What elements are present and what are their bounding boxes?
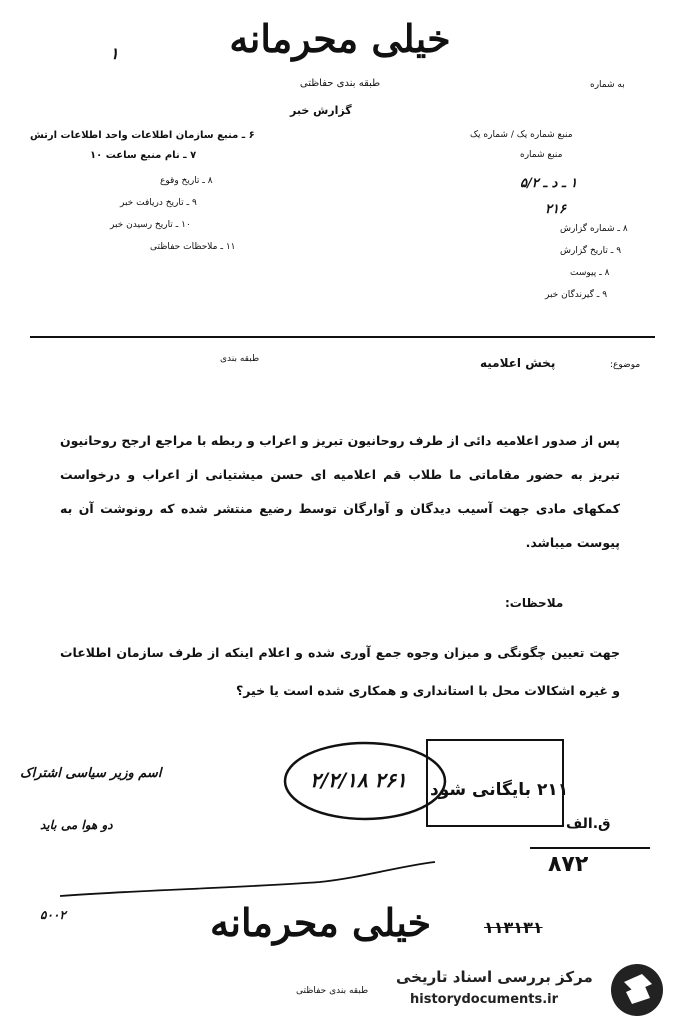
circle-stamp-text: ۲/۲/۱۸ ۲۶۱: [310, 768, 407, 792]
notes-label: ملاحظات:: [505, 596, 564, 610]
form-field-attachment: ۸ ـ پیوست: [570, 268, 610, 278]
report-conclusion: جهت تعیین چگونگی و میزان وجوه جمع آوری شده و اعلام اینکه از طرف سازمان اطلاعات و غیره اشکالات محل با استانداری و همکاری شده است یا خیر؟: [60, 645, 620, 698]
report-body: پس از صدور اعلامیه دائی از طرف روحانیون تبریز و اعراب و ربطه با مراجع ارجح روحانیون تبریز به حضور مقاماتی ما طلاب قم اعلامیه ای حسن میشتیانی از اعراب و درخواست کمکهای مادی جهت آسیب دیدگان و آوارگان توسط رضیع منتشر شده که رونوشت آن به پیوست میباشد.: [60, 433, 620, 550]
form-field-source-name: ۷ ـ نام منبع ساعت ۱۰: [90, 150, 197, 161]
watermark-url: historydocuments.ir: [410, 992, 559, 1007]
subject-label: موضوع:: [610, 360, 641, 370]
classification-title: خیلی محرمانه: [229, 16, 451, 61]
report-label: گزارش خبر: [290, 104, 352, 117]
handwritten-note-1: اسم وزیر سیاسی اشتراک: [20, 766, 162, 781]
number-underline: [530, 846, 650, 850]
form-field-security-notes: ۱۱ ـ ملاحظات حفاظتی: [150, 242, 236, 252]
form-field-report-number: ۸ ـ شماره گزارش: [560, 224, 628, 234]
form-field-occurrence-date: ۸ ـ تاریخ وقوع: [160, 176, 213, 186]
document-number: ۸۷۲: [548, 852, 589, 877]
form-field-number: ۲۱۶: [545, 202, 566, 217]
form-field-source-1: منبع شماره یک / شماره یک: [470, 130, 573, 140]
side-number: ۵۰۰۲: [40, 908, 66, 922]
classification-subtitle: طبقه بندی حفاظتی: [299, 78, 381, 89]
header-divider: [30, 336, 655, 338]
form-field-recipients: ۹ ـ گیرندگان خبر: [545, 290, 608, 300]
watermark-name: مرکز بررسی اسناد تاریخی: [396, 968, 593, 986]
form-field-code: ۱ ـ د ـ ۵/۲: [520, 176, 578, 191]
form-field-report-date: ۹ ـ تاریخ گزارش: [560, 246, 622, 256]
form-field-agency: ۶ ـ منبع سازمان اطلاعات واحد اطلاعات ارتش: [30, 130, 255, 141]
handwritten-note-2: دو هوا می باید: [40, 818, 113, 832]
subject-value: پخش اعلامیه: [480, 356, 556, 370]
struck-number: ۱۱۳۱۳۱: [484, 918, 543, 937]
archive-stamp-text: ۲۱۱ بایگانی شود: [430, 780, 569, 800]
reference-number-label: به شماره: [590, 80, 625, 90]
form-field-arrival-date: ۱۰ ـ تاریخ رسیدن خبر: [110, 220, 191, 230]
stamp-qaf-alef: ق.الف: [566, 816, 611, 832]
archive-logo-icon: [606, 962, 668, 1018]
form-field-source-2: منبع شماره: [520, 150, 563, 160]
footer-classification-title: خیلی محرمانه: [210, 900, 432, 945]
footer-classification-subtitle: طبقه بندی حفاظتی: [296, 986, 369, 996]
form-field-receipt-date: ۹ ـ تاریخ دریافت خبر: [120, 198, 197, 208]
top-left-number: ۱: [110, 44, 119, 63]
subject-reference: طبقه بندی: [220, 354, 260, 364]
